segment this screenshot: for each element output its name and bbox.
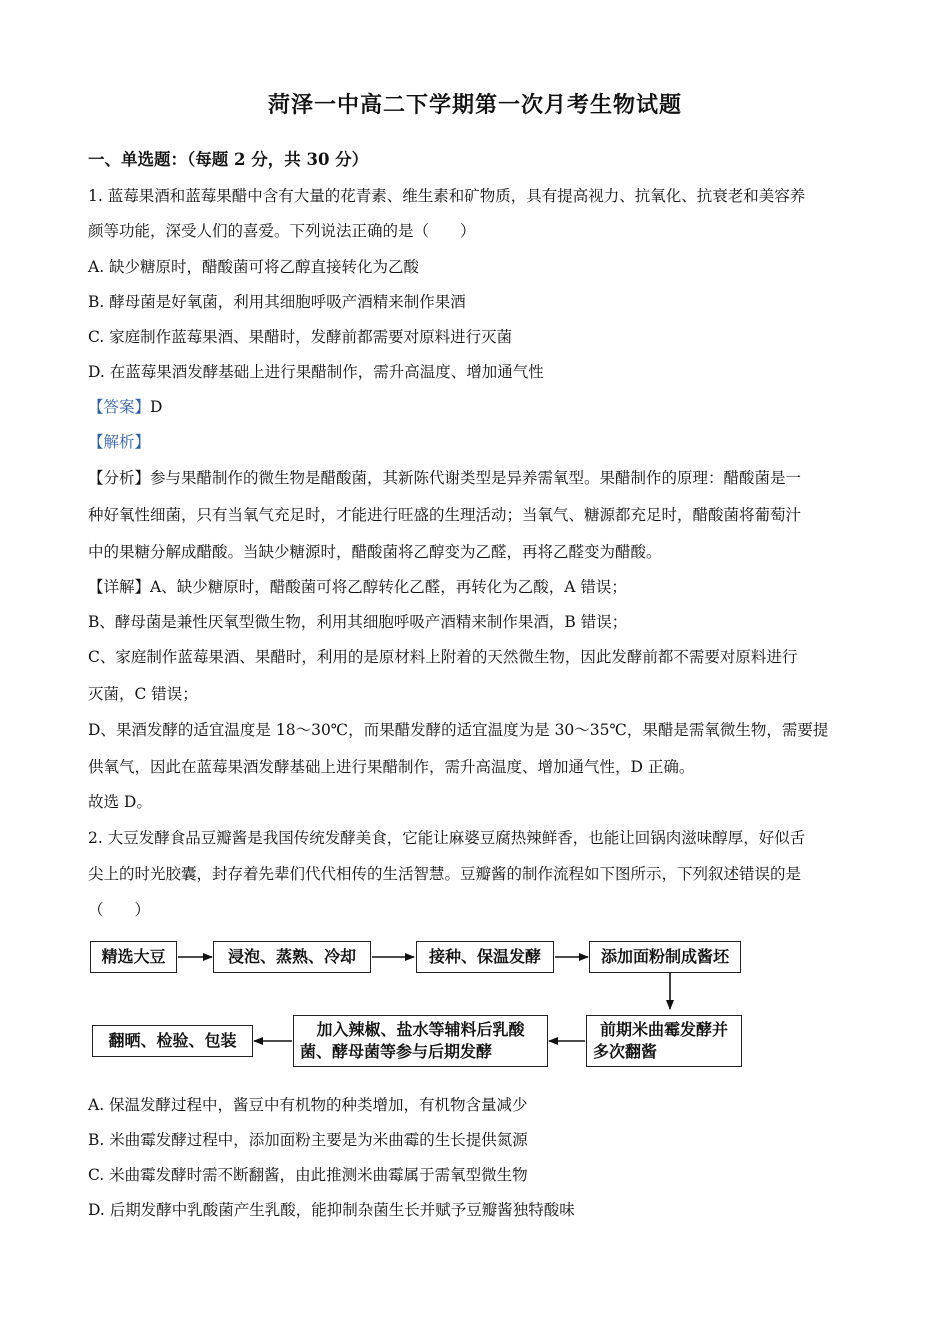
q1-stem-line2: 颜等功能，深受人们的喜爱。下列说法正确的是（ ） <box>88 222 476 240</box>
flow-step-label: 精选大豆 <box>101 947 166 966</box>
q1-option-a: A. 缺少糖原时，醋酸菌可将乙醇直接转化为乙酸 <box>88 258 420 276</box>
flow-step-add-flour <box>589 941 741 973</box>
q2-option-a: A. 保温发酵过程中，酱豆中有机物的种类增加，有机物含量减少 <box>88 1096 528 1114</box>
q2-stem-line3: （ ） <box>88 901 151 919</box>
flow-step-label: 翻晒、检验、包装 <box>108 1031 237 1050</box>
flow-step-late-fermentation <box>293 1015 548 1067</box>
q1-xiangjie-b: B、酵母菌是兼性厌氧型微生物，利用其细胞呼吸产酒精来制作果酒，B 错误； <box>88 613 628 631</box>
flow-step-label: 菌、酵母菌等参与后期发酵 <box>300 1042 493 1061</box>
flow-step-early-fermentation <box>586 1015 742 1067</box>
flow-step-label: 接种、保温发酵 <box>428 947 541 966</box>
answer-value: D <box>150 398 163 416</box>
q2-option-c: C. 米曲霉发酵时需不断翻酱，由此推测米曲霉属于需氧型微生物 <box>88 1166 528 1184</box>
fenxi-tag: 【分析】 <box>88 469 151 487</box>
q2-stem-line2: 尖上的时光胶囊，封存着先辈们代代相传的生活智慧。豆瓣酱的制作流程如下图所示，下列叙述错误的是 <box>88 865 802 883</box>
xiangjie-tag: 【详解】 <box>88 578 151 596</box>
flow-step-label: 多次翻酱 <box>593 1042 658 1061</box>
section-heading: 一、单选题：（每题 2 分，共 30 分） <box>88 150 369 169</box>
q1-xiangjie-d2: 供氧气，因此在蓝莓果酒发酵基础上进行果醋制作，需升高温度、增加通气性，D 正确。 <box>88 758 695 776</box>
q1-conclusion: 故选 D。 <box>88 793 152 811</box>
fenxi-text: 参与果醋制作的微生物是醋酸菌，其新陈代谢类型是异养需氧型。果醋制作的原理：醋酸菌是一 <box>150 469 802 487</box>
q1-xiangjie-c1: C、家庭制作蓝莓果酒、果醋时，利用的是原材料上附着的天然微生物，因此发酵前都不需要对原料进行 <box>88 648 798 666</box>
q1-option-b: B. 酵母菌是好氧菌，利用其细胞呼吸产酒精来制作果酒 <box>88 293 466 311</box>
analysis-tag: 【解析】 <box>88 433 151 451</box>
q2-stem-line1: 2. 大豆发酵食品豆瓣酱是我国传统发酵美食，它能让麻婆豆腐热辣鲜香，也能让回锅肉滋味醇厚，好似舌 <box>88 829 806 847</box>
q1-fenxi-line3: 中的果糖分解成醋酸。当缺少糖源时，醋酸菌将乙醇变为乙醛，再将乙醛变为醋酸。 <box>88 543 662 561</box>
q1-stem-line1: 1. 蓝莓果酒和蓝莓果醋中含有大量的花青素、维生素和矿物质，具有提高视力、抗氧化、抗衰老和美容养 <box>88 187 806 205</box>
q1-option-c: C. 家庭制作蓝莓果酒、果醋时，发酵前都需要对原料进行灭菌 <box>88 328 513 346</box>
flow-step-dry-inspect-pack <box>92 1025 253 1057</box>
q2-option-b: B. 米曲霉发酵过程中，添加面粉主要是为米曲霉的生长提供氮源 <box>88 1131 528 1149</box>
xiangjie-text-a: A、缺少糖原时，醋酸菌可将乙醇转化乙醛，再转化为乙酸，A 错误； <box>150 578 627 596</box>
q1-option-d: D. 在蓝莓果酒发酵基础上进行果醋制作，需升高温度、增加通气性 <box>88 363 544 381</box>
flow-step-label: 添加面粉制成酱坯 <box>600 947 729 966</box>
flow-step-select-beans <box>90 941 177 973</box>
q1-xiangjie-c2: 灭菌，C 错误； <box>88 685 198 703</box>
q1-fenxi-line2: 种好氧性细菌，只有当氧气充足时，才能进行旺盛的生理活动；当氧气、糖源都充足时，醋酸菌将葡萄汁 <box>88 506 802 524</box>
flow-step-label: 加入辣椒、盐水等辅料后乳酸 <box>316 1020 525 1039</box>
flow-step-inoculate-ferment <box>416 941 554 973</box>
page-title: 菏泽一中高二下学期第一次月考生物试题 <box>267 92 682 118</box>
flow-step-soak-steam-cool <box>213 941 371 973</box>
answer-tag: 【答案】 <box>88 398 151 416</box>
q1-xiangjie-d1: D、果酒发酵的适宜温度是 18～30℃，而果醋发酵的适宜温度为是 30～35℃，果醋是需氧微生物，需要提 <box>88 721 829 739</box>
q2-option-d: D. 后期发酵中乳酸菌产生乳酸，能抑制杂菌生长并赋予豆瓣酱独特酸味 <box>88 1201 575 1219</box>
flow-step-label: 浸泡、蒸熟、冷却 <box>227 947 356 966</box>
flow-step-label: 前期米曲霉发酵并 <box>599 1020 728 1039</box>
